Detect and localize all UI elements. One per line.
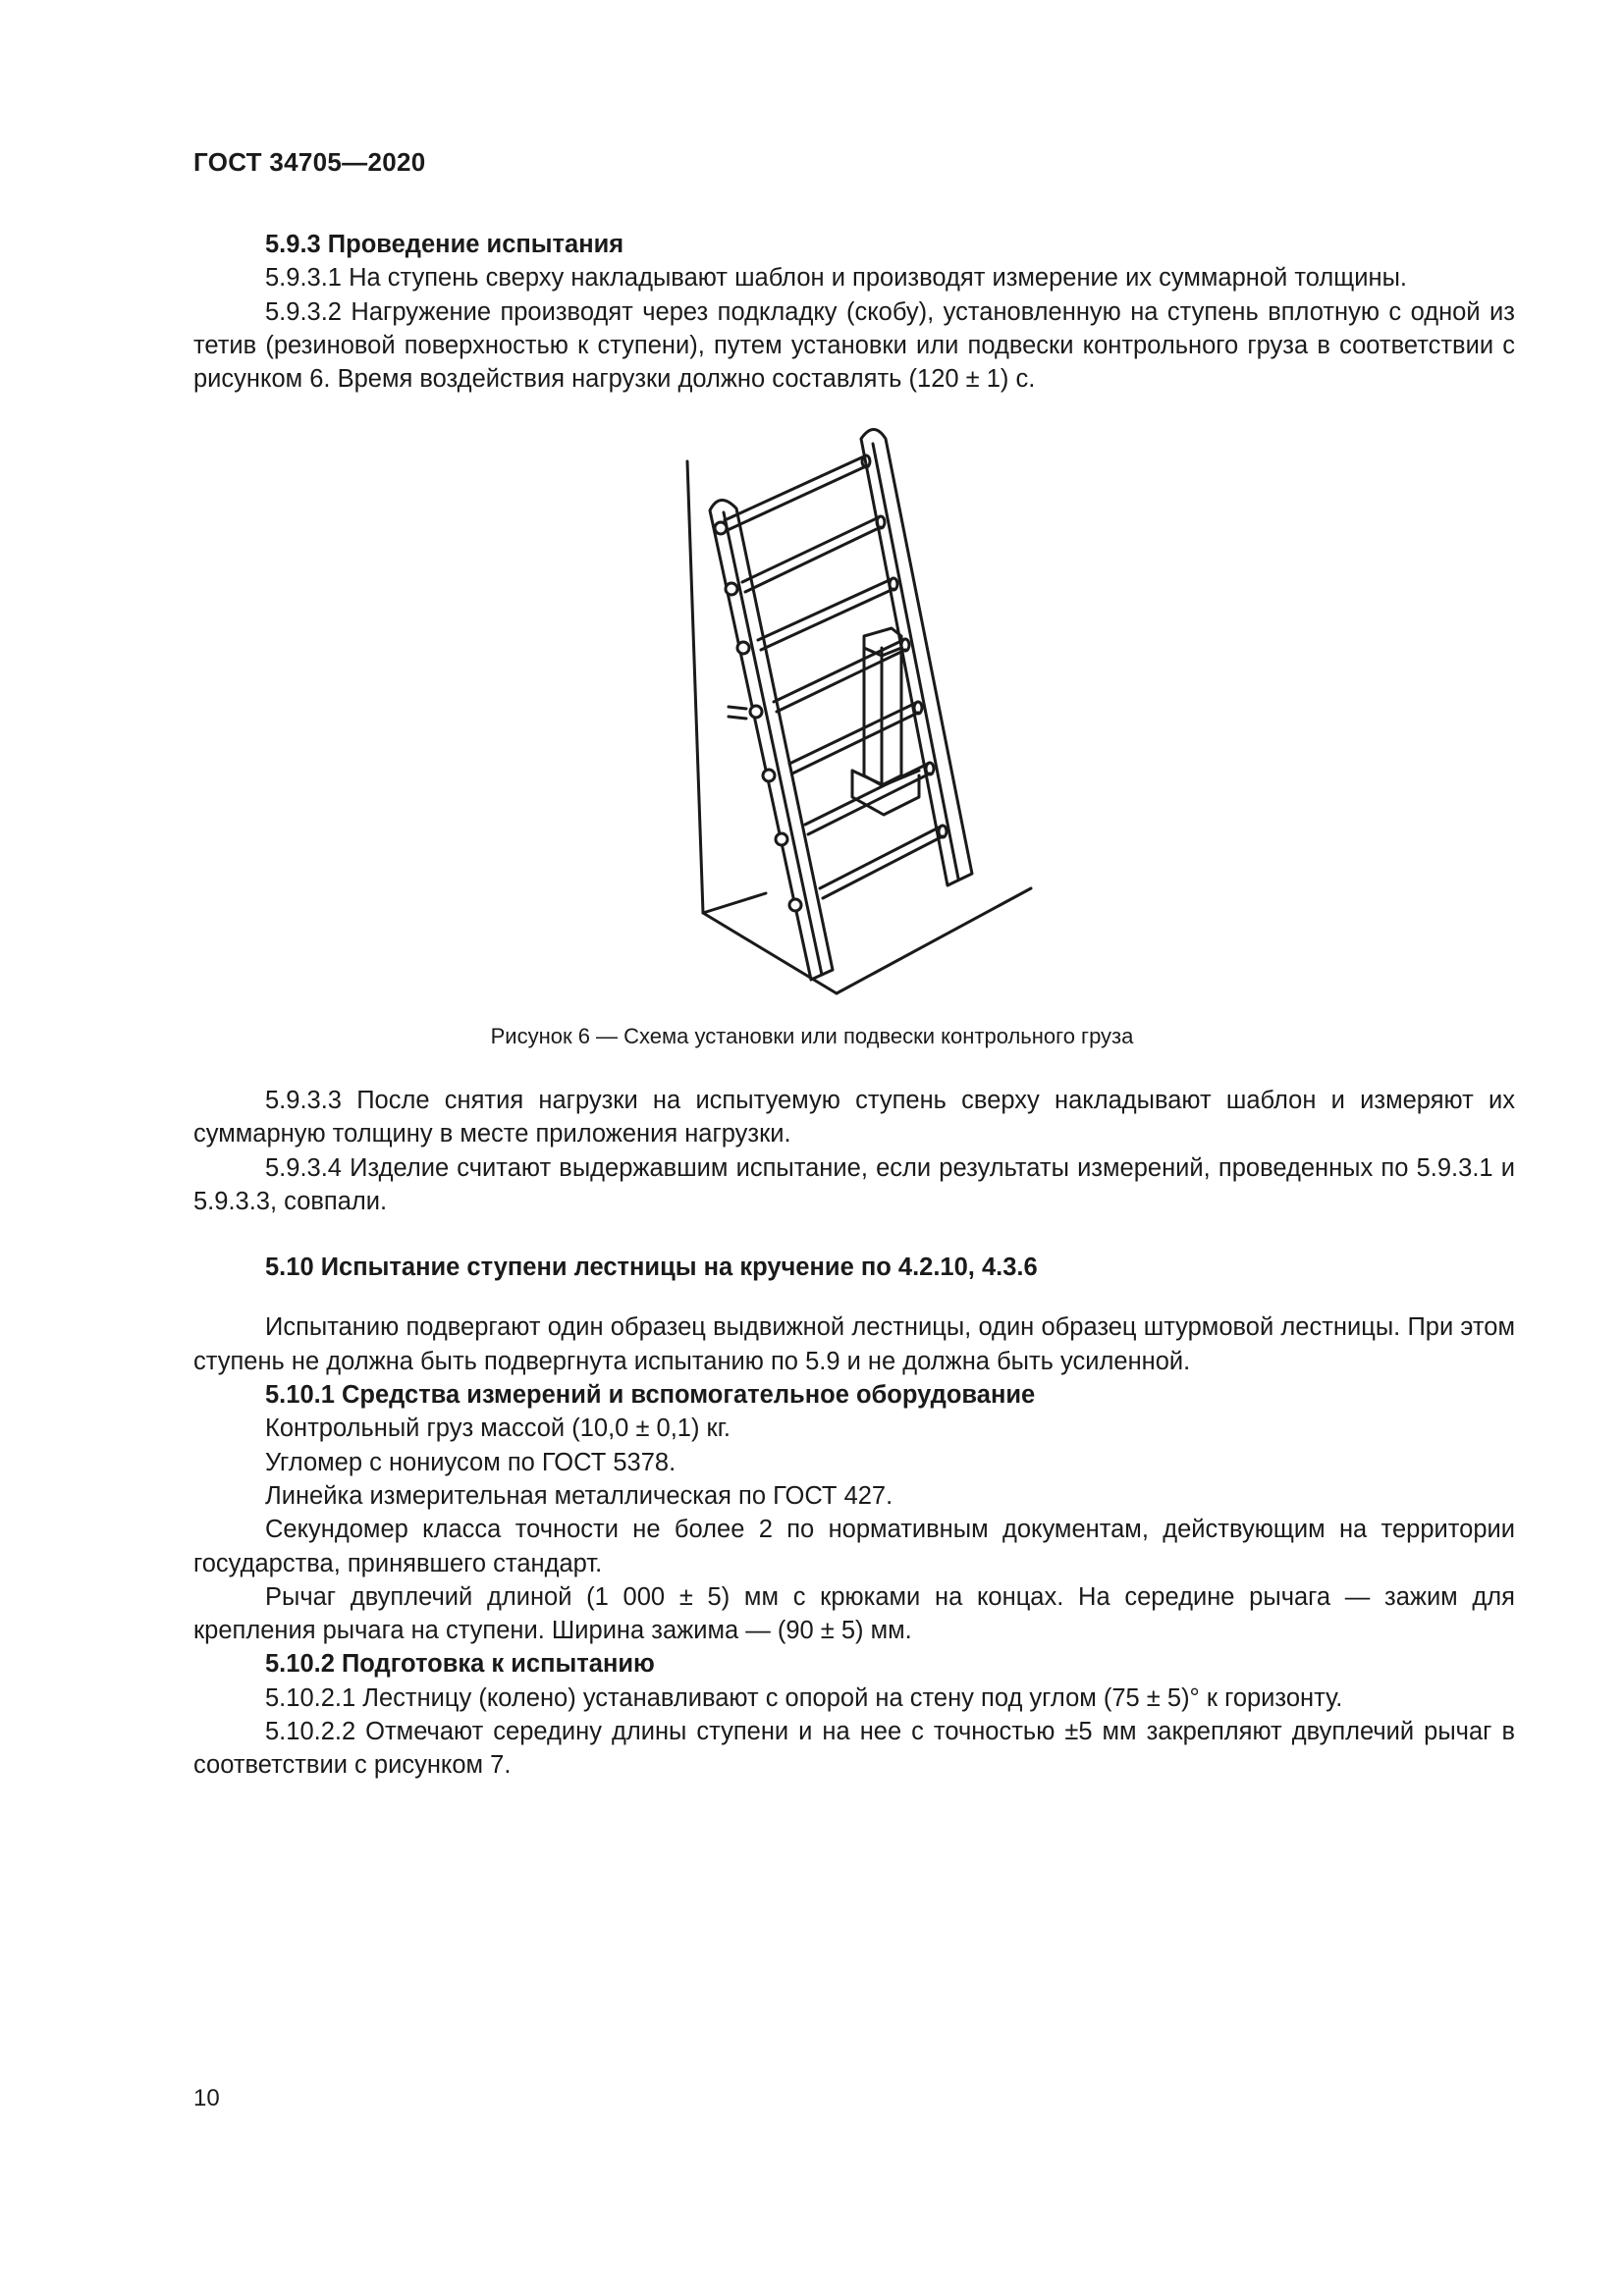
document-code: ГОСТ 34705—2020 xyxy=(193,147,426,177)
subsection-title: 5.10.2 Подготовка к испытанию xyxy=(265,1650,655,1679)
section-5-9-3 xyxy=(193,228,1515,396)
paragraph: 5.9.3.2 Нагружение производят через подкладку (скобу), установленную на ступень вплотную с одной из тетив (резиновой поверхностью к ступени), путем установки или подвески контрольного груза в соответствии с рисунком 6. Время воздействия нагрузки должно составлять (120 ± 1) с. xyxy=(193,297,1515,394)
section-title: 5.9.3 Проведение испытания xyxy=(265,231,624,258)
paragraph: Испытанию подвергают один образец выдвижной лестницы, один образец штурмовой лестницы. При этом ступень не должна быть подвергнута испытанию по 5.9 и не должна быть усиленной. xyxy=(193,1313,1515,1375)
subsection-title: 5.10.1 Средства измерений и вспомогательное оборудование xyxy=(265,1381,1036,1410)
paragraph: 5.9.3.3 После снятия нагрузки на испытуемую ступень сверху накладывают шаблон и измеряют их суммарную толщину в месте приложения нагрузки. xyxy=(193,1087,1515,1148)
front-stringer-edge xyxy=(724,512,822,975)
back-stringer xyxy=(861,430,972,886)
list-item: Секундомер класса точности не более 2 по нормативным документам, действующим на территории государства, принявшего стандарт. xyxy=(193,1516,1515,1577)
figure-6-caption: Рисунок 6 — Схема установки или подвески контрольного груза xyxy=(490,1024,1134,1048)
figure-6-ladder-diagram xyxy=(633,410,1051,997)
paragraph: 5.9.3.1 На ступень сверху накладывают шаблон и производят измерение их суммарной толщины. xyxy=(265,264,1407,293)
section-5-9-3-continued xyxy=(193,1084,1515,1783)
paragraph: 5.9.3.4 Изделие считают выдержавшим испытание, если результаты измерений, проведенных по 5.9.3.1 и 5.9.3.3, совпали. xyxy=(193,1153,1515,1215)
list-item: Угломер с нониусом по ГОСТ 5378. xyxy=(265,1448,677,1476)
list-item: Контрольный груз массой (10,0 ± 0,1) кг. xyxy=(265,1415,731,1443)
wall-line xyxy=(687,461,703,913)
stringer-peg xyxy=(729,707,746,719)
page-number: 10 xyxy=(193,2085,220,2111)
list-item: Линейка измерительная металлическая по ГОСТ 427. xyxy=(265,1481,893,1510)
floor-outline xyxy=(703,888,1031,993)
section-title: 5.10 Испытание ступени лестницы на кручение по 4.2.10, 4.3.6 xyxy=(265,1254,1038,1282)
list-item: Рычаг двуплечий длиной (1 000 ± 5) мм с крюками на концах. На середине рычага — зажим для крепления рычага на ступени. Ширина зажима — (90 ± 5) мм. xyxy=(193,1582,1515,1645)
list-item: 5.10.2.1 Лестницу (колено) устанавливают с опорой на стену под углом (75 ± 5)° к горизонту. xyxy=(265,1683,1343,1712)
load-weight xyxy=(852,628,919,815)
list-item: 5.10.2.2 Отмечают середину длины ступени и на нее с точностью ±5 мм закрепляют двуплечий рычаг в соответствии с рисунком 7. xyxy=(193,1718,1515,1780)
